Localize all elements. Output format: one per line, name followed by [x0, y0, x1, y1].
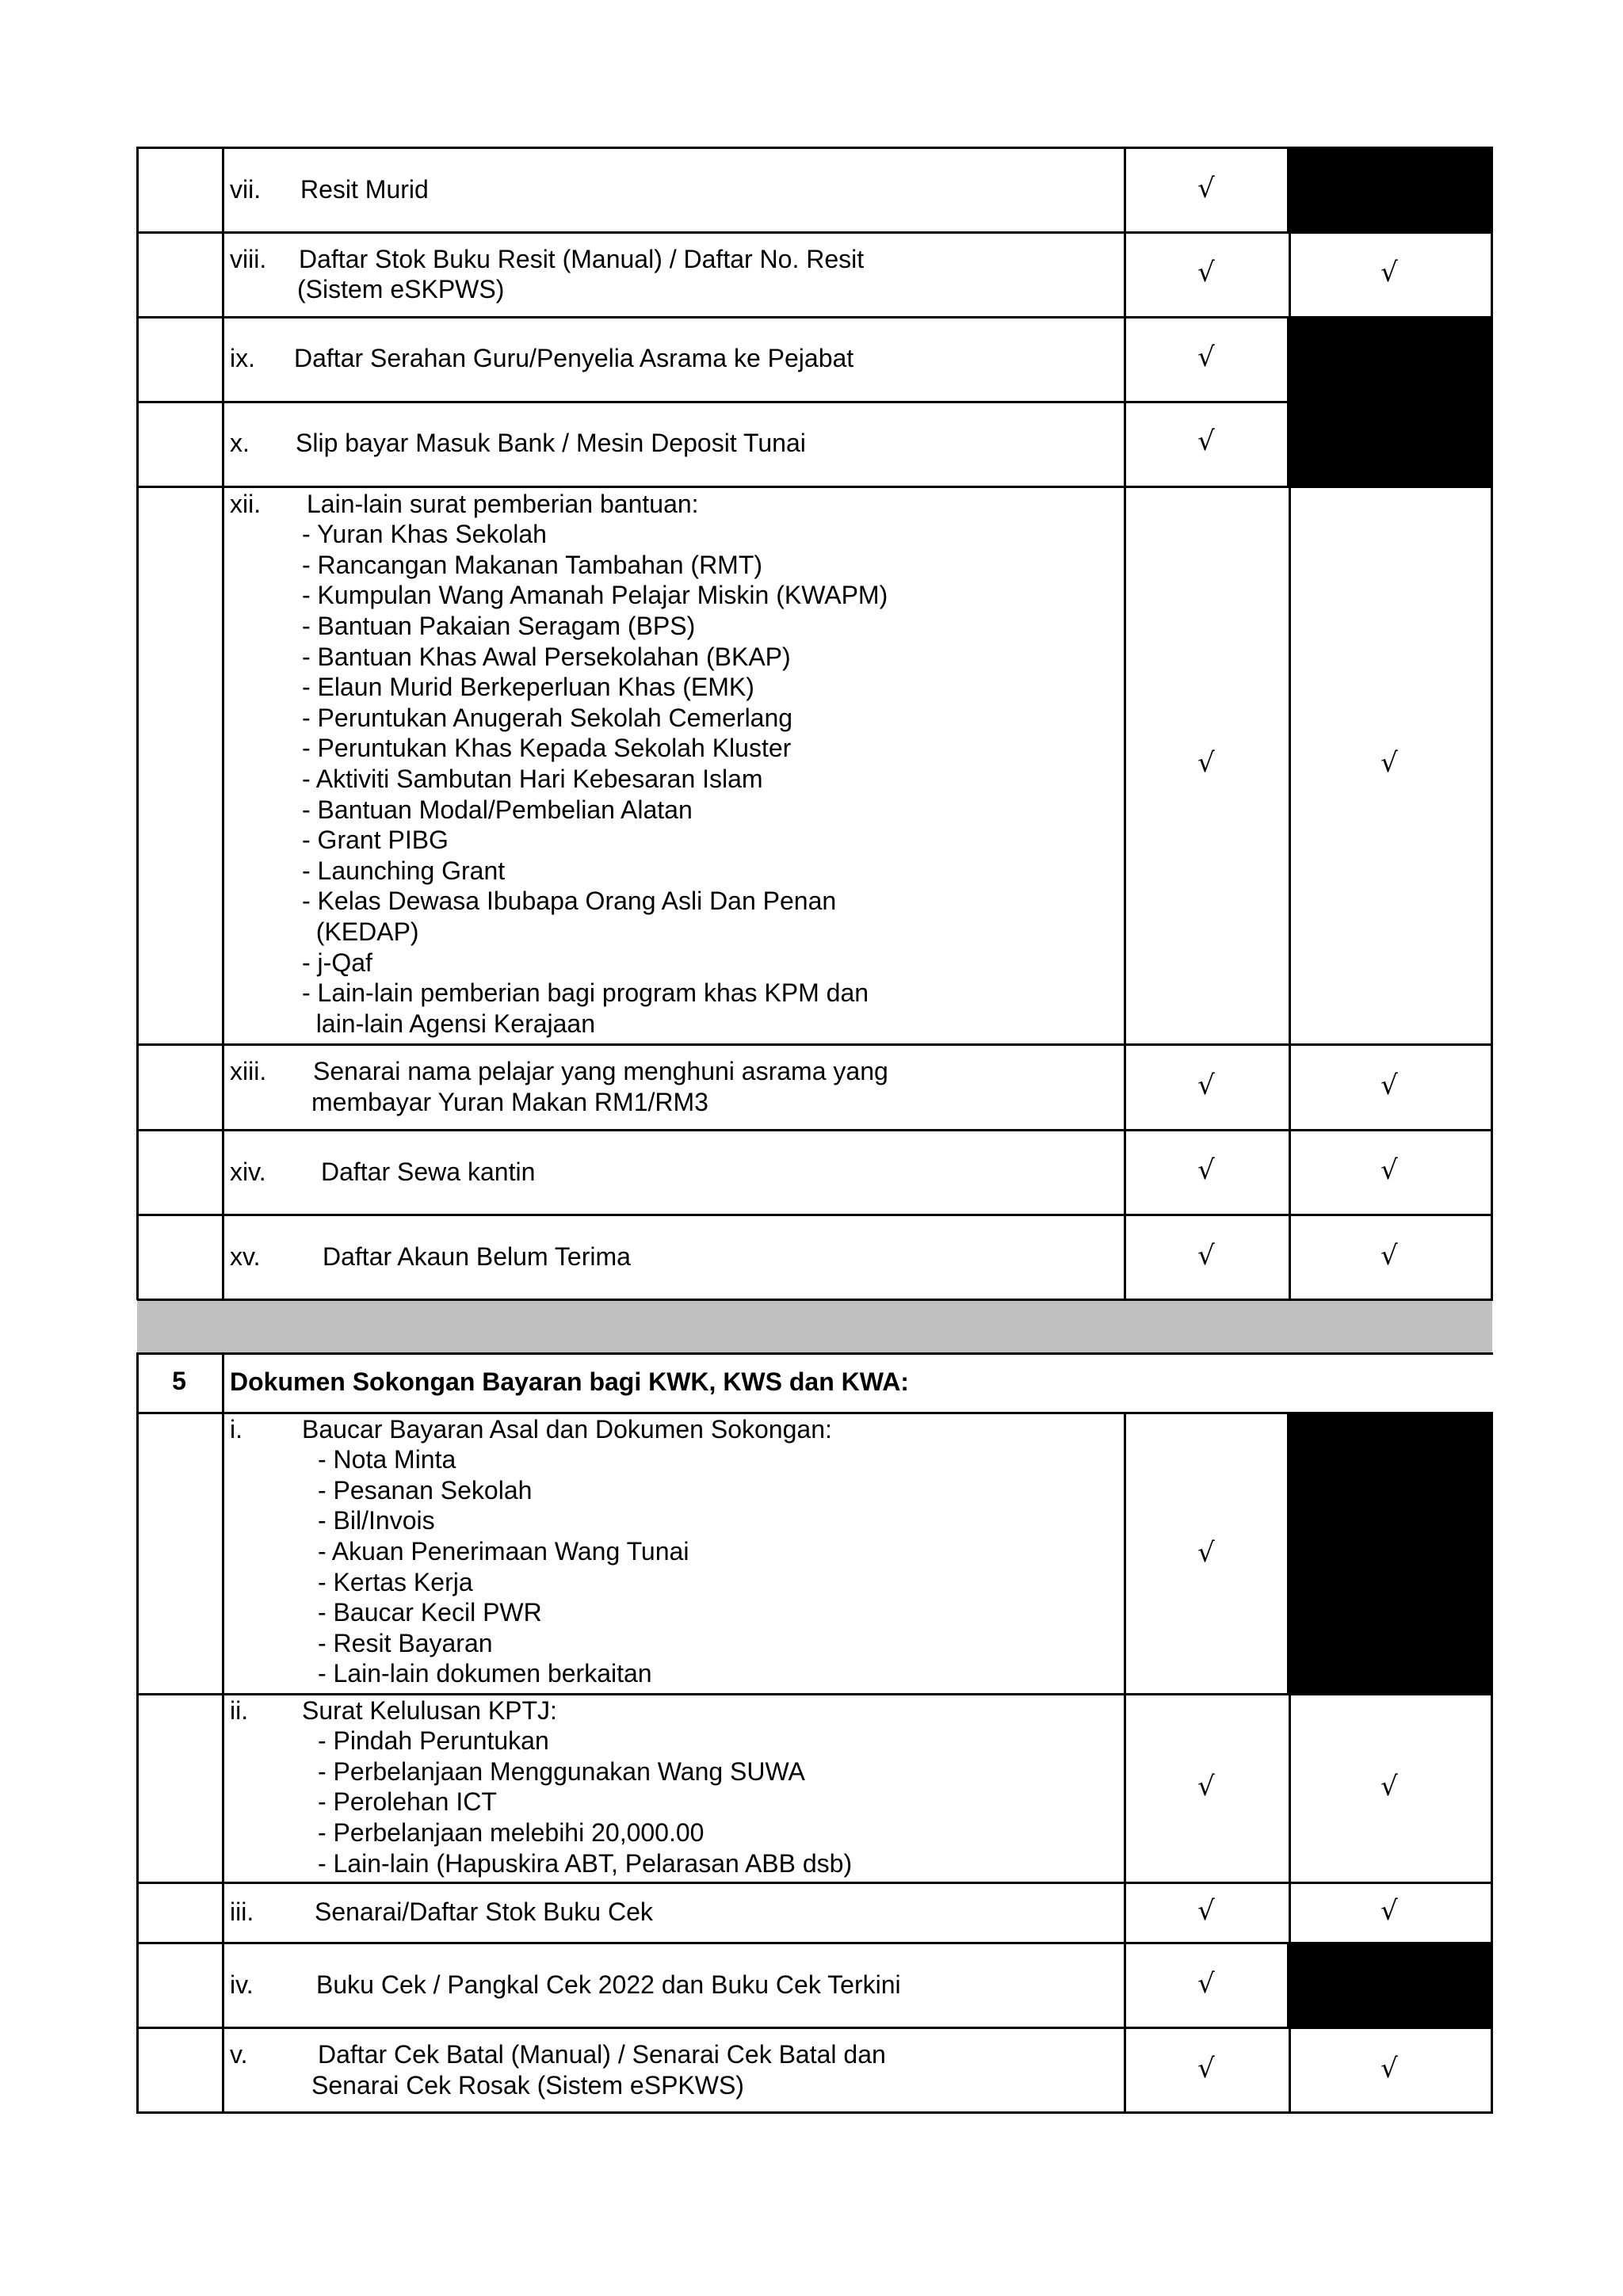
- item-text: Daftar Cek Batal (Manual) / Senarai Cek Batal dan: [318, 2040, 886, 2069]
- list-item: - Lain-lain (Hapuskira ABT, Pelarasan ABB dsb): [318, 1849, 853, 1878]
- item-text: Slip bayar Masuk Bank / Mesin Deposit Tunai: [296, 429, 806, 457]
- check-mark: √: [1197, 747, 1215, 779]
- check-mark: √: [1381, 2053, 1398, 2084]
- check-mark: √: [1197, 2053, 1215, 2084]
- section-title: Dokumen Sokongan Bayaran bagi KWK, KWS dan KWA:: [230, 1367, 909, 1396]
- item-number: xv.: [230, 1242, 261, 1271]
- list-item: - Bil/Invois: [318, 1506, 435, 1535]
- list-item: - Peruntukan Khas Kepada Sekolah Kluster: [302, 734, 792, 762]
- item-number: x.: [230, 429, 250, 457]
- check-mark: √: [1381, 1771, 1398, 1802]
- item-text: Baucar Bayaran Asal dan Dokumen Sokongan:: [302, 1415, 832, 1444]
- check-mark: √: [1197, 173, 1215, 204]
- check-mark: √: [1197, 1771, 1215, 1802]
- list-item: - Pindah Peruntukan: [318, 1726, 549, 1755]
- list-item: - Elaun Murid Berkeperluan Khas (EMK): [302, 673, 754, 701]
- item-number: iv.: [230, 1970, 254, 1999]
- check-mark: √: [1197, 1537, 1215, 1569]
- check-mark: √: [1381, 1895, 1398, 1927]
- check-mark: √: [1197, 1895, 1215, 1927]
- list-item: - j-Qaf: [302, 948, 372, 977]
- list-item: - Akuan Penerimaan Wang Tunai: [318, 1537, 689, 1566]
- list-item: - Lain-lain pemberian bagi program khas KPM dan: [302, 978, 869, 1007]
- item-text: Senarai/Daftar Stok Buku Cek: [315, 1897, 653, 1926]
- item-text: Lain-lain surat pemberian bantuan:: [307, 490, 699, 518]
- item-number: vii.: [230, 175, 262, 204]
- list-item: - Kertas Kerja: [318, 1568, 473, 1596]
- check-mark: √: [1197, 257, 1215, 288]
- blacked-cell: [1287, 1413, 1492, 1695]
- section-divider-shading: [137, 1300, 1492, 1353]
- check-mark: √: [1197, 1968, 1215, 2000]
- list-item: - Rancangan Makanan Tambahan (RMT): [302, 551, 763, 579]
- item-text: Buku Cek / Pangkal Cek 2022 dan Buku Cek Terkini: [316, 1970, 901, 1999]
- list-item: - Kelas Dewasa Ibubapa Orang Asli Dan Penan: [302, 887, 837, 915]
- item-text: Senarai Cek Rosak (Sistem eSPKWS): [311, 2071, 744, 2100]
- list-item: - Nota Minta: [318, 1445, 456, 1474]
- list-item: - Resit Bayaran: [318, 1629, 493, 1657]
- item-number: ii.: [230, 1696, 249, 1725]
- list-item: - Perolehan ICT: [318, 1787, 497, 1816]
- item-text: Daftar Stok Buku Resit (Manual) / Daftar No. Resit: [299, 245, 865, 273]
- item-text: Daftar Sewa kantin: [321, 1158, 536, 1186]
- item-number: xiii.: [230, 1057, 267, 1085]
- item-number: xii.: [230, 490, 262, 518]
- item-number: ix.: [230, 344, 255, 372]
- item-number: viii.: [230, 245, 267, 273]
- blacked-cell: [1287, 317, 1492, 486]
- check-mark: √: [1197, 1240, 1215, 1272]
- item-number: xiv.: [230, 1158, 266, 1186]
- section-number: 5: [172, 1367, 186, 1395]
- list-item: lain-lain Agensi Kerajaan: [302, 1009, 596, 1038]
- item-text: (Sistem eSKPWS): [297, 275, 505, 303]
- check-mark: √: [1381, 747, 1398, 779]
- item-text: Daftar Serahan Guru/Penyelia Asrama ke Pejabat: [294, 344, 854, 372]
- item-number: v.: [230, 2040, 248, 2069]
- check-mark: √: [1381, 1154, 1398, 1186]
- item-text: Daftar Akaun Belum Terima: [323, 1242, 631, 1271]
- item-text: Senarai nama pelajar yang menghuni asrama yang: [313, 1057, 888, 1085]
- item-number: iii.: [230, 1897, 254, 1926]
- check-mark: √: [1197, 341, 1215, 373]
- check-mark: √: [1381, 257, 1398, 288]
- item-text: Surat Kelulusan KPTJ:: [302, 1696, 557, 1725]
- list-item: - Pesanan Sekolah: [318, 1476, 533, 1505]
- list-item: - Baucar Kecil PWR: [318, 1598, 542, 1627]
- list-item: - Lain-lain dokumen berkaitan: [318, 1659, 652, 1688]
- list-item: - Perbelanjaan Menggunakan Wang SUWA: [318, 1757, 805, 1786]
- check-mark: √: [1197, 1070, 1215, 1101]
- item-number: i.: [230, 1415, 242, 1444]
- list-item: - Grant PIBG: [302, 826, 449, 854]
- list-item: - Perbelanjaan melebihi 20,000.00: [318, 1818, 705, 1847]
- list-item: - Bantuan Modal/Pembelian Alatan: [302, 795, 693, 824]
- item-text: membayar Yuran Makan RM1/RM3: [311, 1088, 708, 1116]
- list-item: - Aktiviti Sambutan Hari Kebesaran Islam: [302, 765, 763, 793]
- list-item: - Peruntukan Anugerah Sekolah Cemerlang: [302, 704, 793, 732]
- check-mark: √: [1197, 1154, 1215, 1186]
- check-mark: √: [1197, 425, 1215, 457]
- list-item: (KEDAP): [302, 917, 419, 946]
- item-text: Resit Murid: [300, 175, 429, 204]
- list-item: - Bantuan Pakaian Seragam (BPS): [302, 612, 696, 640]
- list-item: - Yuran Khas Sekolah: [302, 520, 547, 548]
- blacked-cell: [1287, 147, 1492, 232]
- check-mark: √: [1381, 1070, 1398, 1101]
- list-item: - Launching Grant: [302, 856, 506, 885]
- blacked-cell: [1287, 1943, 1492, 2027]
- list-item: - Bantuan Khas Awal Persekolahan (BKAP): [302, 643, 791, 671]
- list-item: - Kumpulan Wang Amanah Pelajar Miskin (KWAPM): [302, 581, 888, 609]
- check-mark: √: [1381, 1240, 1398, 1272]
